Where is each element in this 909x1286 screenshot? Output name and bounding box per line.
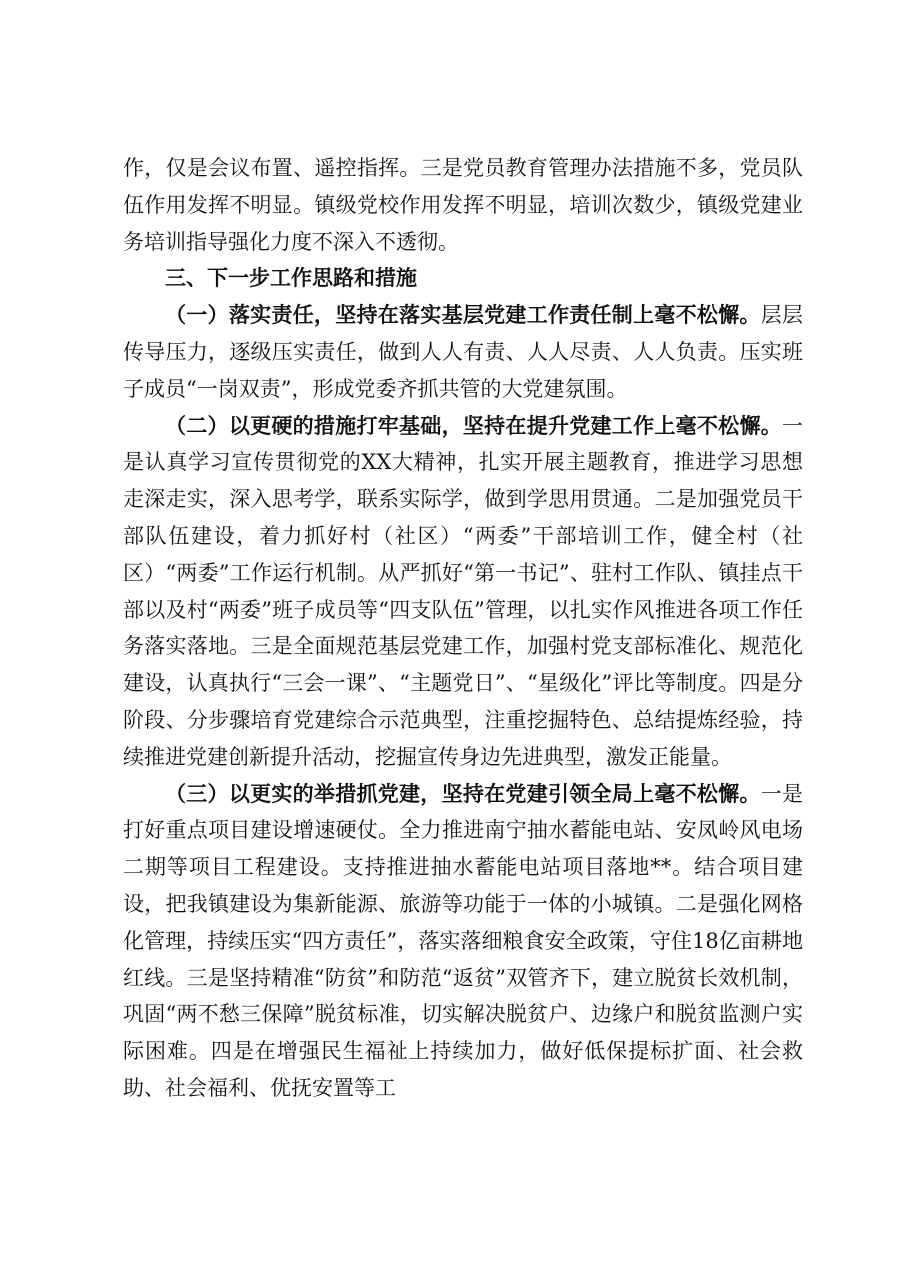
subsection-lead-2: （二）以更硬的措施打牢基础，坚持在提升党建工作上毫不松懈。 [165,412,782,438]
subsection-paragraph-1 [123,297,803,407]
subsection-body-3: 一是打好重点项目建设增速硬仗。全力推进南宁抽水蓄能电站、安凤岭风电场二期等项目工程建设。支持推进抽水蓄能电站项目落地**。结合项目建设，把我镇建设为集新能源、旅游等功能于一体的小城镇。二是强化网格化管理，持续压实“四方责任”，落实落细粮食安全政策，守住18亿亩耕地红线。三是坚持精准“防贫”和防范“返贫”双管齐下，建立脱贫长效机制，巩固“两不愁三保障”脱贫标准，切实解决脱贫户、边缘户和脱贫监测户实际困难。四是在增强民生福祉上持续加力，做好低保提标扩面、社会救助、社会福利、优抚安置等工 [123,781,804,1100]
subsection-body-1: 层层传导压力，逐级压实责任，做到人人有责、人人尽责、人人负责。压实班子成员“一岗双责”，形成党委齐抓共管的大党建氛围。 [123,303,804,401]
subsection-paragraph-2 [123,408,803,776]
subsection-lead-1: （一）落实责任，坚持在落实基层党建工作责任制上毫不松懈。 [165,302,761,328]
document-body [123,150,803,1107]
paragraph-continued: 作，仅是会议布置、遥控指挥。三是党员教育管理办法措施不多，党员队伍作用发挥不明显。镇级党校作用发挥不明显，培训次数少，镇级党建业务培训指导强化力度不深入不透彻。 [123,156,803,254]
subsection-lead-3: （三）以更实的举措抓党建，坚持在党建引领全局上毫不松懈。 [165,780,761,806]
subsection-body-2: 一是认真学习宣传贯彻党的XX大精神，扎实开展主题教育，推进学习思想走深走实，深入思考学，联系实际学，做到学思用贯通。二是加强党员干部队伍建设，着力抓好村（社区）“两委”干部培训工作，健全村（社区）“两委”工作运行机制。从严抓好“第一书记”、驻村工作队、镇挂点干部以及村“两委”班子成员等“四支队伍”管理，以扎实作风推进各项工作任务落实落地。三是全面规范基层党建工作，加强村党支部标准化、规范化建设，认真执行“三会一课”、“主题党日”、“星级化”评比等制度。四是分阶段、分步骤培育党建综合示范典型，注重挖掘特色、总结提炼经验，持续推进党建创新提升活动，挖掘宣传身边先进典型，激发正能量。 [123,413,803,769]
subsection-paragraph-3 [123,776,803,1107]
section-heading: 三、下一步工作思路和措施 [165,266,417,291]
